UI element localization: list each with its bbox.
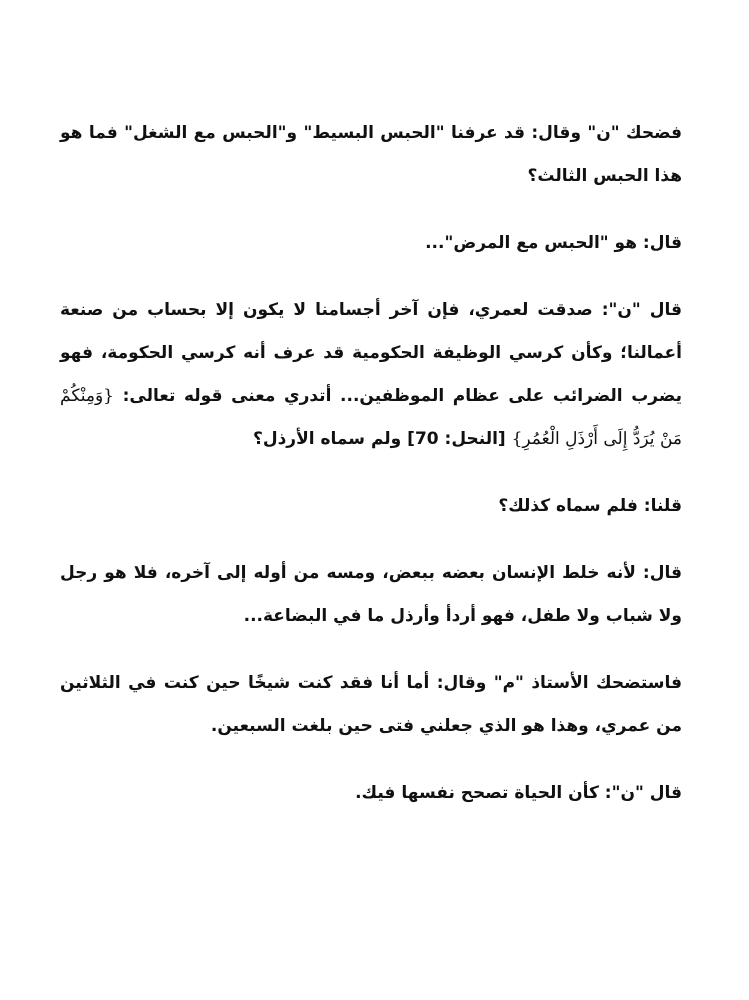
verse-reference: [النحل: 70] xyxy=(407,429,506,449)
paragraph-7: قال "ن": كأن الحياة تصحح نفسها فيك. xyxy=(355,783,682,803)
paragraph-2: قال: هو "الحبس مع المرض"... xyxy=(425,233,682,253)
paragraph-4: قلنا: فلم سماه كذلك؟ xyxy=(498,496,682,516)
paragraph-3-text: قال "ن": صدقت لعمري، فإن آخر أجسامنا لا يكون إلا بحساب من صنعة أعمالنا؛ وكأن كرسي الوظيفة الحكومية قد عرف أنه كرسي الحكومة، فهو يضرب الضرائب على عظام الموظفين... أتدري معنى قوله تعالى: xyxy=(60,300,682,406)
paragraph-3-question: ولم سماه الأرذل؟ xyxy=(252,429,402,449)
document-body xyxy=(60,112,682,839)
paragraph-6: فاستضحك الأستاذ "م" وقال: أما أنا فقد كنت شيخًا حين كنت في الثلاثين من عمري، وهذا هو الذي جعلني فتى حين بلغت السبعين. xyxy=(60,673,682,736)
paragraph-1: فضحك "ن" وقال: قد عرفنا "الحبس البسيط" و"الحبس مع الشغل" فما هو هذا الحبس الثالث؟ xyxy=(60,123,682,186)
paragraph-3 xyxy=(60,289,682,461)
paragraph-5: قال: لأنه خلط الإنسان بعضه ببعض، ومسه من أوله إلى آخره، فلا هو رجل ولا شباب ولا طفل، فهو أردأ وأرذل ما في البضاعة... xyxy=(60,563,682,626)
quran-verse: {وَمِنْكُمْ مَنْ يُرَدُّ إِلَى أَرْذَلِ الْعُمُرِ} xyxy=(60,386,682,449)
